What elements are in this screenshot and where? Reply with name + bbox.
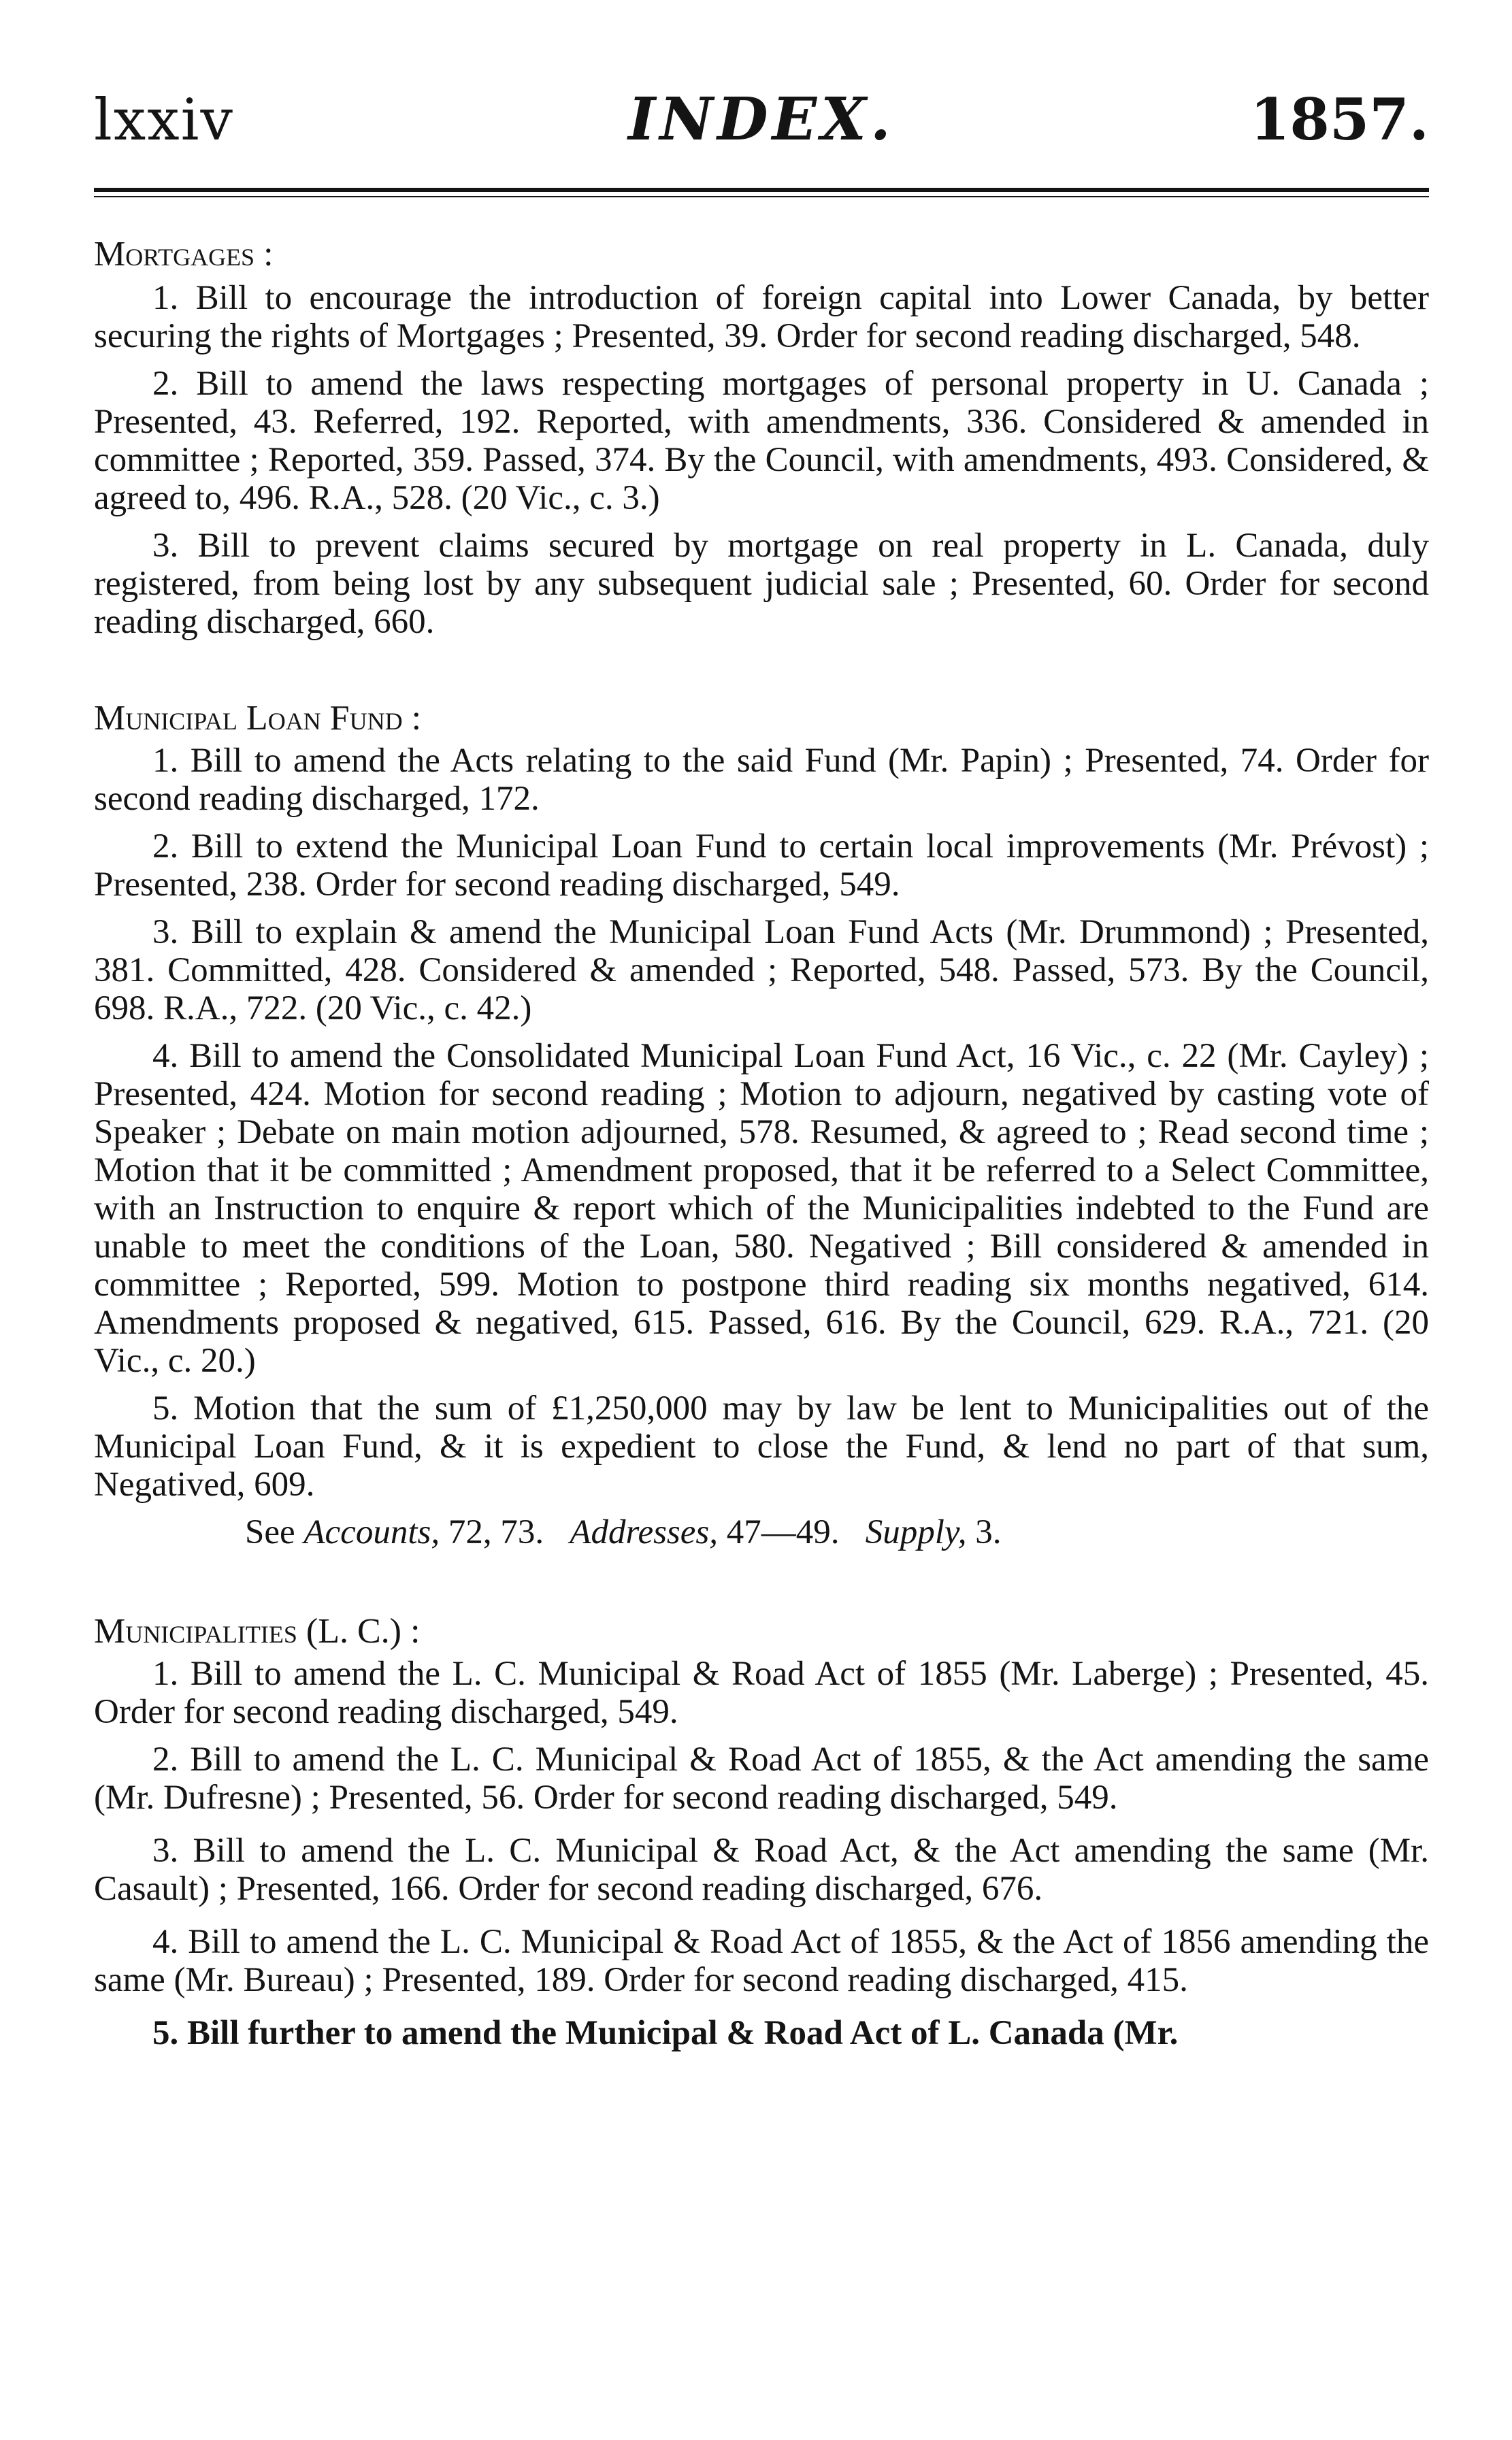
see-also-ref-pages: 3. [975, 1513, 1002, 1551]
section-heading: Mortgages : [94, 235, 274, 274]
index-entry: 3. Bill to explain & amend the Municipal Loan Fund Acts (Mr. Drummond) ; Presented, 381. Committed, 428. Considered & amended ; Reported, 548. Passed, 573. By the Council, 698. R.A., 722. (20 Vic., c. 42.) [94, 913, 1429, 1027]
index-entry: 5. Bill further to amend the Municipal & Road Act of L. Canada (Mr. [152, 2014, 1179, 2052]
index-page [94, 87, 1429, 2052]
section-heading: Municipalities (L. C.) : [94, 1612, 421, 1651]
page-header [94, 87, 1429, 158]
index-entry: 1. Bill to encourage the introduction of foreign capital into Lower Canada, by better securing the rights of Mortgages ; Presented, 39. Order for second reading discharged, 548. [94, 279, 1429, 355]
see-also-prefix: See [245, 1513, 295, 1551]
index-entry: 2. Bill to amend the L. C. Municipal & Road Act of 1855, & the Act amending the same (Mr. Dufresne) ; Presented, 56. Order for second reading discharged, 549. [94, 1741, 1429, 1817]
index-entry: 3. Bill to amend the L. C. Municipal & Road Act, & the Act amending the same (Mr. Casault) ; Presented, 166. Order for second reading discharged, 676. [94, 1832, 1429, 1908]
header-rule-thin [94, 196, 1429, 197]
header-rule-thick [94, 188, 1429, 192]
section-municipalities [94, 1613, 1429, 2052]
section-municipal-loan-fund [94, 699, 1429, 1551]
index-entry: 1. Bill to amend the L. C. Municipal & Road Act of 1855 (Mr. Laberge) ; Presented, 45. Order for second reading discharged, 549. [94, 1655, 1429, 1731]
section-mortgages [94, 235, 1429, 641]
index-entry: 2. Bill to amend the laws respecting mortgages of personal property in U. Canada ; Presented, 43. Referred, 192. Reported, with amendments, 336. Considered & amended in committee ; Reported, 359. Passed, 374. By the Council, with amendments, 493. Considered, & agreed to, 496. R.A., 528. (20 Vic., c. 3.) [94, 365, 1429, 517]
index-entry: 5. Motion that the sum of £1,250,000 may by law be lent to Municipalities out of the Municipal Loan Fund, & it is expedient to close the Fund, & lend no part of that sum, Negatived, 609. [94, 1389, 1429, 1504]
see-also-ref-title: Accounts, [303, 1513, 440, 1551]
page-year: 1857. [1249, 86, 1429, 153]
index-entry: 4. Bill to amend the L. C. Municipal & Road Act of 1855, & the Act of 1856 amending the same (Mr. Bureau) ; Presented, 189. Order for second reading discharged, 415. [94, 1923, 1429, 1999]
see-also-ref-title: Supply, [865, 1513, 967, 1551]
index-entry: 3. Bill to prevent claims secured by mortgage on real property in L. Canada, duly registered, from being lost by any subsequent judicial sale ; Presented, 60. Order for second reading discharged, 660. [94, 527, 1429, 641]
index-entry: 4. Bill to amend the Consolidated Municipal Loan Fund Act, 16 Vic., c. 22 (Mr. Cayley) ; Presented, 424. Motion for second reading ; Motion to adjourn, negatived by casting vote of Speaker ; Debate on main motion adjourned, 578. Resumed, & agreed to ; Read second time ; Motion that it be committed ; Amendment proposed, that it be referred to a Select Committee, with an Instruction to enquire & report which of the Municipalities indebted to the Fund are unable to meet the conditions of the Loan, 580. Negatived ; Bill considered & amended in committee ; Reported, 599. Motion to postpone third reading six months negatived, 614. Amendments proposed & negatived, 615. Passed, 616. By the Council, 629. R.A., 721. (20 Vic., c. 20.) [94, 1037, 1429, 1380]
index-content [94, 235, 1429, 2052]
page-folio: lxxiv [94, 86, 234, 153]
index-entry: 1. Bill to amend the Acts relating to the said Fund (Mr. Papin) ; Presented, 74. Order for second reading discharged, 172. [94, 742, 1429, 818]
index-entry: 2. Bill to extend the Municipal Loan Fund to certain local improvements (Mr. Prévost) ; Presented, 238. Order for second reading discharged, 549. [94, 827, 1429, 904]
see-also-ref-title: Addresses, [570, 1513, 719, 1551]
see-also-ref-pages: 47—49. [726, 1513, 840, 1551]
page-title: INDEX. [628, 85, 895, 154]
section-heading: Municipal Loan Fund : [94, 699, 422, 738]
see-also-line [94, 1513, 1429, 1551]
see-also-ref-pages: 72, 73. [448, 1513, 544, 1551]
